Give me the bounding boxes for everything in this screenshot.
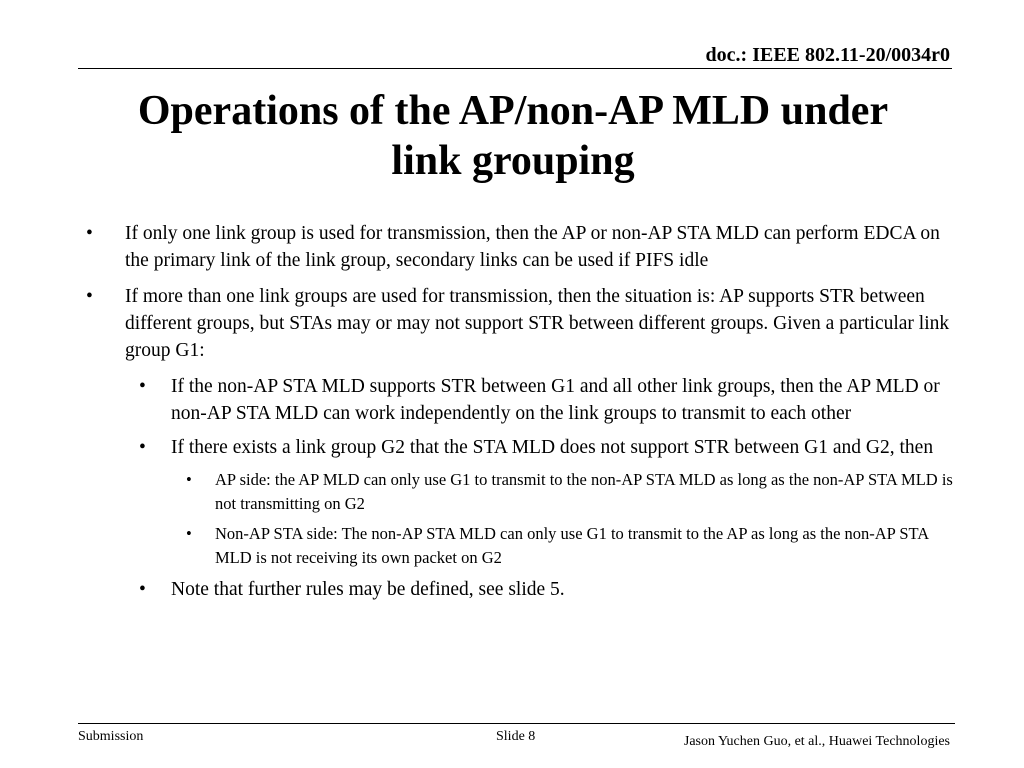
bullet-item: [82, 283, 954, 364]
slide-body: [82, 220, 954, 610]
sub-bullet-item: [82, 434, 954, 461]
sub-bullet-item: [82, 576, 954, 603]
bullet-icon: •: [139, 376, 146, 397]
bullet-icon: •: [186, 470, 192, 489]
sub-bullet-item: [82, 373, 954, 427]
slide-title-line-1: Operations of the AP/non-AP MLD under: [137, 88, 889, 134]
bullet-item: [82, 220, 954, 274]
header-divider: [78, 68, 952, 69]
bullet-icon: •: [86, 286, 93, 307]
sub-sub-bullet-text: AP side: the AP MLD can only use G1 to transmit to the non-AP STA MLD as long as the non-AP STA MLD is not transmitting on G2: [215, 470, 953, 513]
bullet-icon: •: [186, 524, 192, 543]
footer-submission: Submission: [78, 729, 144, 744]
bullet-text: If more than one link groups are used for transmission, then the situation is: AP supports STR between different groups, but STAs may or may not support STR between different groups. Given a particular link group G1:: [125, 286, 950, 361]
bullet-icon: •: [86, 223, 93, 244]
slide-title: [78, 86, 948, 186]
bullet-text: If only one link group is used for transmission, then the AP or non-AP STA MLD can perform EDCA on the primary link of the link group, secondary links can be used if PIFS idle: [125, 223, 940, 271]
slide-title-line-2: link grouping: [391, 138, 635, 184]
sub-sub-bullet-item: [82, 468, 954, 516]
footer-authors: Jason Yuchen Guo, et al., Huawei Technologies: [683, 734, 950, 749]
footer-divider: [78, 723, 955, 724]
sub-bullet-text: If the non-AP STA MLD supports STR between G1 and all other link groups, then the AP MLD or non-AP STA MLD can work independently on the link groups to transmit to each other: [171, 376, 940, 424]
bullet-icon: •: [139, 437, 146, 458]
sub-sub-bullet-text: Non-AP STA side: The non-AP STA MLD can only use G1 to transmit to the AP as long as the non-AP STA MLD is not receiving its own packet on G2: [215, 524, 929, 567]
sub-bullet-text: If there exists a link group G2 that the STA MLD does not support STR between G1 and G2, then: [171, 437, 934, 458]
footer-slide-number: Slide 8: [496, 729, 536, 744]
document-id: doc.: IEEE 802.11-20/0034r0: [705, 44, 950, 66]
bullet-icon: •: [139, 579, 146, 600]
sub-bullet-text: Note that further rules may be defined, see slide 5.: [171, 579, 565, 600]
sub-sub-bullet-item: [82, 522, 954, 570]
